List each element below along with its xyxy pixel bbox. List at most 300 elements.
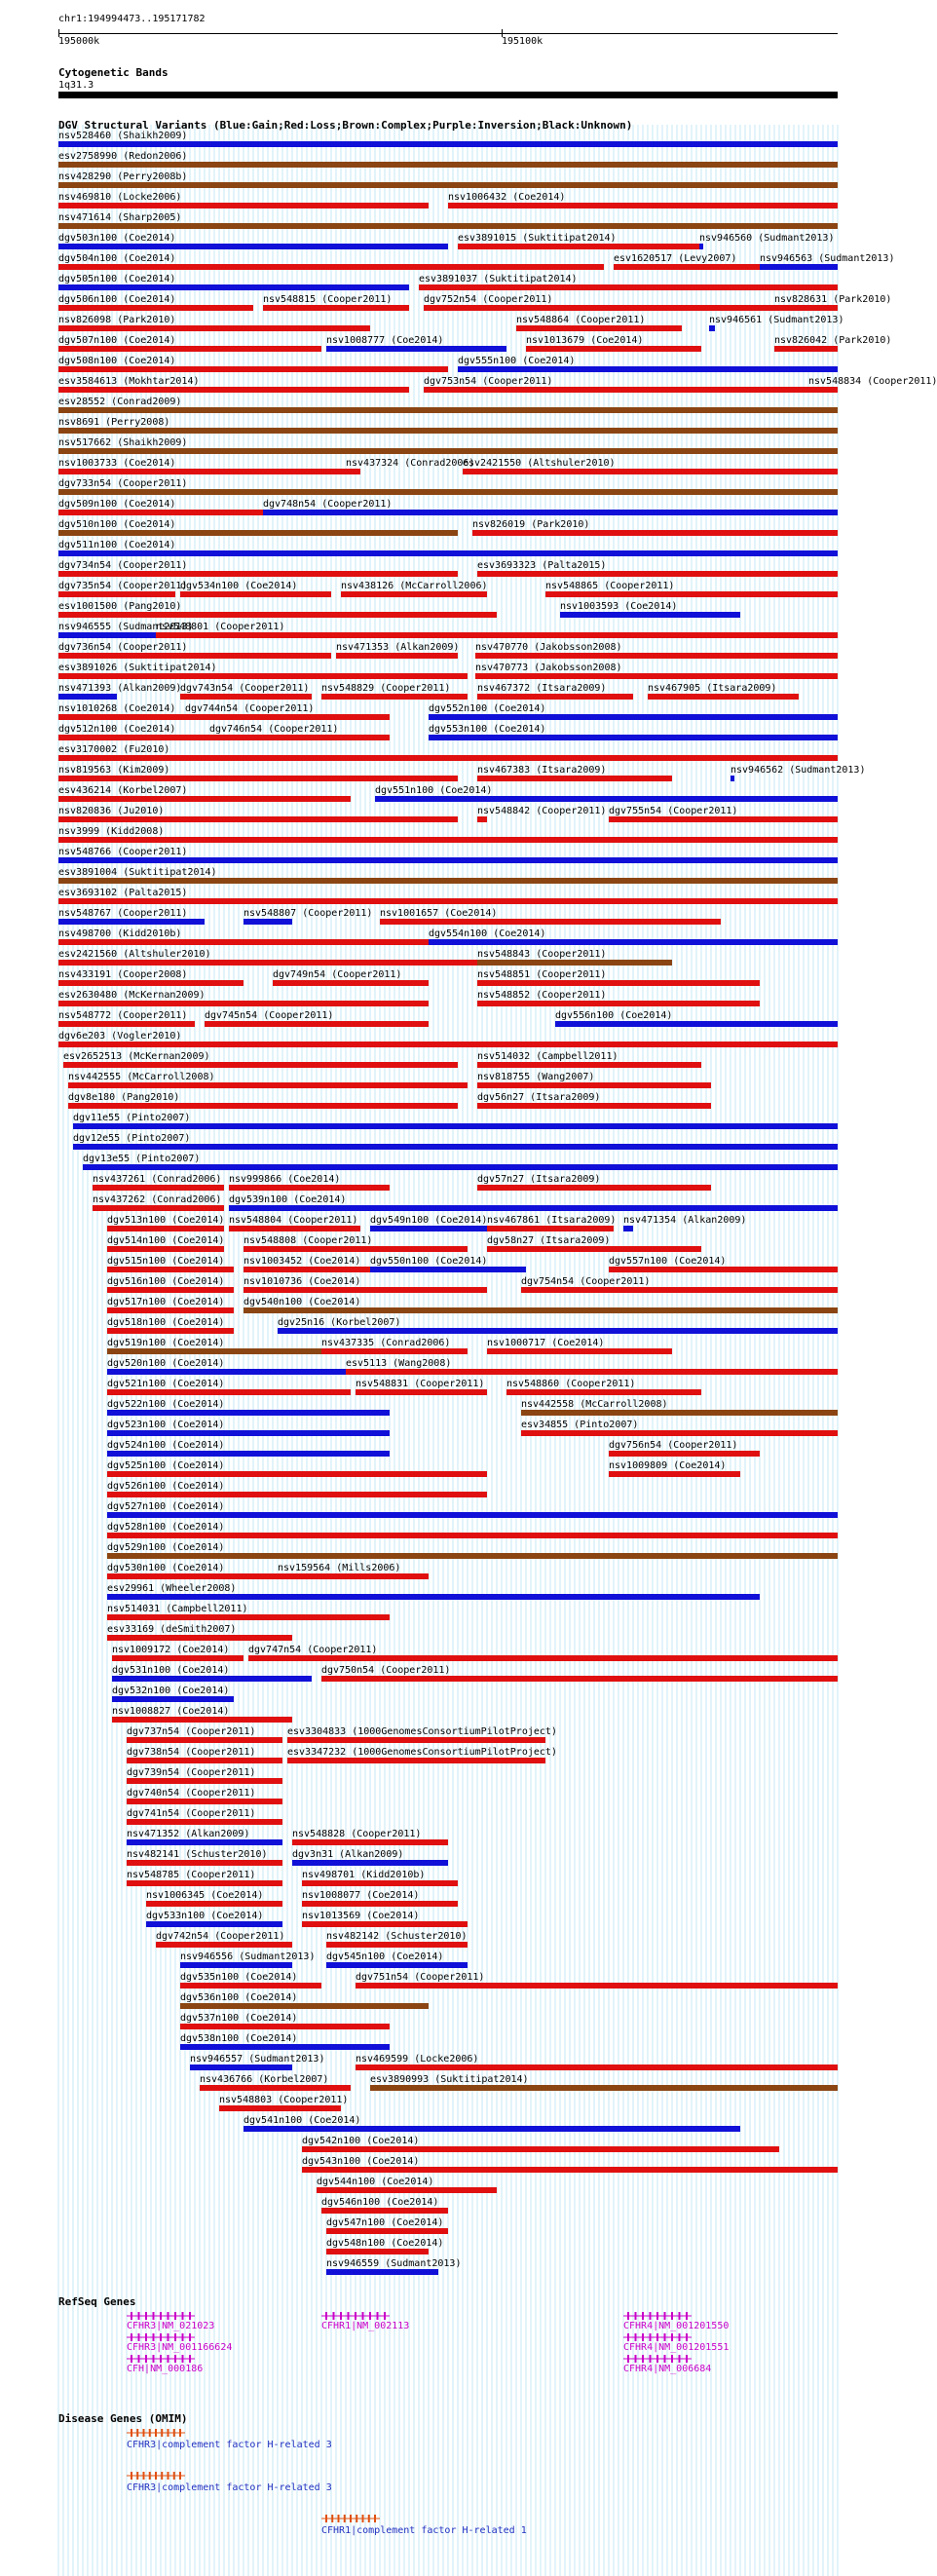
variant-label[interactable]: esv3891004 (Suktitipat2014) <box>58 867 217 878</box>
variant-bar-loss[interactable] <box>477 1185 711 1191</box>
variant-label[interactable]: nsv471393 (Alkan2009) <box>58 683 182 694</box>
variant-bar-loss[interactable] <box>356 2065 838 2070</box>
variant-bar-loss[interactable] <box>273 980 429 986</box>
variant-label[interactable]: esv5113 (Wang2008) <box>346 1358 452 1369</box>
variant-label[interactable]: nsv1000717 (Coe2014) <box>487 1338 605 1348</box>
variant-label[interactable]: dgv744n54 (Cooper2011) <box>185 703 315 714</box>
variant-label[interactable]: nsv548815 (Cooper2011) <box>263 294 393 305</box>
variant-bar-loss[interactable] <box>521 1430 838 1436</box>
variant-label[interactable]: esv2421550 (Altshuler2010) <box>463 458 616 469</box>
variant-label[interactable]: dgv748n54 (Cooper2011) <box>263 499 393 510</box>
variant-bar-loss[interactable] <box>609 1471 740 1477</box>
variant-label[interactable]: esv3693323 (Palta2015) <box>477 560 607 571</box>
variant-bar-loss[interactable] <box>127 1737 282 1743</box>
variant-label[interactable]: nsv548772 (Cooper2011) <box>58 1010 188 1021</box>
variant-label[interactable]: dgv539n100 (Coe2014) <box>229 1194 347 1205</box>
variant-bar-loss[interactable] <box>112 1717 292 1723</box>
variant-label[interactable]: nsv548828 (Cooper2011) <box>292 1829 422 1839</box>
variant-bar-loss[interactable] <box>107 1267 234 1272</box>
variant-label[interactable]: nsv482142 (Schuster2010) <box>326 1931 468 1942</box>
variant-label[interactable]: nsv548801 (Cooper2011) <box>156 622 285 632</box>
refseq-gene-label[interactable]: CFH|NM_000186 <box>127 2364 204 2374</box>
variant-label[interactable]: dgv739n54 (Cooper2011) <box>127 1767 256 1778</box>
variant-bar-gain[interactable] <box>107 1410 390 1416</box>
variant-label[interactable]: dgv505n100 (Coe2014) <box>58 274 176 284</box>
variant-bar-loss[interactable] <box>302 2167 838 2173</box>
variant-bar-gain[interactable] <box>112 1696 234 1702</box>
variant-bar-loss[interactable] <box>248 1655 838 1661</box>
variant-bar-loss[interactable] <box>127 1758 282 1763</box>
variant-label[interactable]: esv3890993 (Suktitipat2014) <box>370 2074 529 2085</box>
variant-bar-loss[interactable] <box>477 571 838 577</box>
variant-bar-loss[interactable] <box>58 346 321 352</box>
variant-label[interactable]: nsv437324 (Conrad2006) <box>346 458 475 469</box>
variant-bar-loss[interactable] <box>200 2085 351 2091</box>
variant-label[interactable]: nsv1013569 (Coe2014) <box>302 1911 420 1921</box>
variant-bar-loss[interactable] <box>487 1348 672 1354</box>
variant-label[interactable]: dgv751n54 (Cooper2011) <box>356 1972 485 1983</box>
variant-bar-gain[interactable] <box>58 284 409 290</box>
variant-label[interactable]: dgv540n100 (Coe2014) <box>244 1297 361 1307</box>
variant-bar-loss[interactable] <box>472 530 838 536</box>
variant-label[interactable]: dgv747n54 (Cooper2011) <box>248 1645 378 1655</box>
variant-bar-loss[interactable] <box>58 1021 195 1027</box>
variant-bar-complex[interactable] <box>107 1553 838 1559</box>
variant-label[interactable]: dgv503n100 (Coe2014) <box>58 233 176 244</box>
variant-bar-gain[interactable] <box>73 1123 838 1129</box>
variant-bar-loss[interactable] <box>58 264 604 270</box>
variant-label[interactable]: nsv1008077 (Coe2014) <box>302 1890 420 1901</box>
variant-label[interactable]: dgv551n100 (Coe2014) <box>375 785 493 796</box>
variant-bar-loss[interactable] <box>302 2146 779 2152</box>
variant-label[interactable]: dgv512n100 (Coe2014) <box>58 724 176 735</box>
variant-bar-loss[interactable] <box>526 346 701 352</box>
variant-label[interactable]: nsv467383 (Itsara2009) <box>477 765 607 776</box>
variant-label[interactable]: nsv514032 (Campbell2011) <box>477 1051 618 1062</box>
variant-bar-loss[interactable] <box>477 980 760 986</box>
variant-label[interactable]: dgv755n54 (Cooper2011) <box>609 806 738 816</box>
variant-label[interactable]: esv3170002 (Fu2010) <box>58 744 170 755</box>
variant-label[interactable]: dgv521n100 (Coe2014) <box>107 1379 225 1389</box>
variant-label[interactable]: dgv754n54 (Cooper2011) <box>521 1276 651 1287</box>
variant-label[interactable]: dgv750n54 (Cooper2011) <box>321 1665 451 1676</box>
variant-label[interactable]: nsv528460 (Shaikh2009) <box>58 131 188 141</box>
variant-label[interactable]: dgv553n100 (Coe2014) <box>429 724 546 735</box>
variant-label[interactable]: esv3891015 (Suktitipat2014) <box>458 233 617 244</box>
variant-bar-loss[interactable] <box>180 2024 390 2029</box>
variant-label[interactable]: dgv525n100 (Coe2014) <box>107 1460 225 1471</box>
variant-label[interactable]: dgv548n100 (Coe2014) <box>326 2238 444 2249</box>
variant-label[interactable]: esv3584613 (Mokhtar2014) <box>58 376 200 387</box>
variant-bar-loss[interactable] <box>609 816 838 822</box>
variant-label[interactable]: dgv538n100 (Coe2014) <box>180 2033 298 2044</box>
variant-bar-loss[interactable] <box>487 1246 701 1252</box>
variant-label[interactable]: nsv433191 (Cooper2008) <box>58 969 188 980</box>
gene-structure-glyph[interactable] <box>321 2514 380 2523</box>
variant-label[interactable]: nsv1006432 (Coe2014) <box>448 192 566 203</box>
variant-bar-loss[interactable] <box>112 1655 244 1661</box>
variant-bar-loss[interactable] <box>477 694 633 700</box>
gene-structure-glyph[interactable] <box>623 2311 692 2321</box>
variant-label[interactable]: nsv428290 (Perry2008b) <box>58 171 188 182</box>
variant-label[interactable]: nsv8691 (Perry2008) <box>58 417 170 428</box>
variant-bar-loss[interactable] <box>58 305 253 311</box>
omim-gene-label[interactable]: CFHR1|complement factor H-related 1 <box>321 2525 527 2536</box>
refseq-gene-label[interactable]: CFHR4|NM_001201551 <box>623 2342 730 2353</box>
variant-bar-gain[interactable] <box>58 244 448 249</box>
variant-bar-gain[interactable] <box>429 714 838 720</box>
variant-bar-loss[interactable] <box>107 1533 838 1538</box>
variant-bar-loss[interactable] <box>58 898 838 904</box>
variant-label[interactable]: esv3891037 (Suktitipat2014) <box>419 274 578 284</box>
variant-bar-gain[interactable] <box>326 1962 468 1968</box>
variant-bar-complex[interactable] <box>521 1410 838 1416</box>
variant-bar-loss[interactable] <box>180 1983 321 1989</box>
variant-label[interactable]: nsv548829 (Cooper2011) <box>321 683 451 694</box>
variant-bar-gain[interactable] <box>107 1512 838 1518</box>
variant-bar-loss[interactable] <box>287 1737 545 1743</box>
variant-bar-loss[interactable] <box>107 1492 487 1497</box>
variant-bar-complex[interactable] <box>58 448 838 454</box>
variant-label[interactable]: dgv506n100 (Coe2014) <box>58 294 176 305</box>
variant-bar-loss[interactable] <box>229 1226 360 1231</box>
variant-bar-loss[interactable] <box>487 1226 614 1231</box>
variant-bar-loss[interactable] <box>477 1001 760 1006</box>
gene-structure-glyph[interactable] <box>127 2354 195 2364</box>
variant-label[interactable]: nsv1013679 (Coe2014) <box>526 335 644 346</box>
variant-label[interactable]: dgv541n100 (Coe2014) <box>244 2115 361 2126</box>
variant-bar-gain[interactable] <box>699 244 703 249</box>
variant-bar-loss[interactable] <box>68 1103 458 1109</box>
variant-label[interactable]: nsv946559 (Sudmant2013) <box>326 2258 462 2269</box>
variant-label[interactable]: dgv11e55 (Pinto2007) <box>73 1113 191 1123</box>
variant-label[interactable]: dgv522n100 (Coe2014) <box>107 1399 225 1410</box>
variant-label[interactable]: nsv946560 (Sudmant2013) <box>699 233 835 244</box>
variant-label[interactable]: dgv523n100 (Coe2014) <box>107 1420 225 1430</box>
variant-bar-complex[interactable] <box>244 1307 838 1313</box>
variant-label[interactable]: nsv548831 (Cooper2011) <box>356 1379 485 1389</box>
variant-label[interactable]: dgv742n54 (Cooper2011) <box>156 1931 285 1942</box>
variant-label[interactable]: nsv437261 (Conrad2006) <box>93 1174 222 1185</box>
variant-bar-gain[interactable] <box>760 264 838 270</box>
variant-bar-gain[interactable] <box>73 1144 838 1150</box>
variant-bar-loss[interactable] <box>346 1369 838 1375</box>
variant-bar-loss[interactable] <box>263 305 409 311</box>
omim-gene-label[interactable]: CFHR3|complement factor H-related 3 <box>127 2482 332 2493</box>
variant-label[interactable]: nsv1006345 (Coe2014) <box>146 1890 264 1901</box>
variant-bar-loss[interactable] <box>127 1819 282 1825</box>
variant-bar-loss[interactable] <box>58 960 477 966</box>
variant-bar-loss[interactable] <box>107 1635 292 1641</box>
variant-bar-loss[interactable] <box>58 816 458 822</box>
variant-bar-loss[interactable] <box>477 816 487 822</box>
variant-bar-loss[interactable] <box>58 325 370 331</box>
variant-label[interactable]: nsv946557 (Sudmant2013) <box>190 2054 325 2065</box>
variant-bar-loss[interactable] <box>292 1839 448 1845</box>
gene-structure-glyph[interactable] <box>127 2428 185 2438</box>
variant-label[interactable]: nsv820836 (Ju2010) <box>58 806 165 816</box>
variant-bar-loss[interactable] <box>477 1062 701 1068</box>
variant-bar-gain[interactable] <box>107 1430 390 1436</box>
variant-bar-gain[interactable] <box>244 919 292 925</box>
variant-label[interactable]: esv2652513 (McKernan2009) <box>63 1051 210 1062</box>
variant-label[interactable]: nsv3999 (Kidd2008) <box>58 826 165 837</box>
variant-bar-loss[interactable] <box>156 1942 292 1948</box>
refseq-gene-label[interactable]: CFHR3|NM_001166624 <box>127 2342 233 2353</box>
variant-bar-gain[interactable] <box>127 1839 282 1845</box>
variant-bar-loss[interactable] <box>321 1348 468 1354</box>
variant-label[interactable]: nsv1010268 (Coe2014) <box>58 703 176 714</box>
variant-bar-loss[interactable] <box>107 1389 351 1395</box>
variant-label[interactable]: nsv946556 (Sudmant2013) <box>180 1951 316 1962</box>
variant-bar-loss[interactable] <box>326 2249 429 2254</box>
variant-label[interactable]: dgv531n100 (Coe2014) <box>112 1665 230 1676</box>
variant-bar-complex[interactable] <box>370 2085 838 2091</box>
variant-bar-loss[interactable] <box>58 387 409 393</box>
variant-bar-gain[interactable] <box>429 939 838 945</box>
variant-bar-gain[interactable] <box>326 2269 438 2275</box>
variant-bar-loss[interactable] <box>475 653 838 659</box>
variant-label[interactable]: nsv442555 (McCarroll2008) <box>68 1072 215 1082</box>
variant-label[interactable]: esv2758990 (Redon2006) <box>58 151 188 162</box>
variant-label[interactable]: nsv1008827 (Coe2014) <box>112 1706 230 1717</box>
variant-label[interactable]: dgv554n100 (Coe2014) <box>429 928 546 939</box>
variant-label[interactable]: nsv1010736 (Coe2014) <box>244 1276 361 1287</box>
variant-label[interactable]: dgv555n100 (Coe2014) <box>458 356 576 366</box>
variant-bar-loss[interactable] <box>302 1901 458 1907</box>
variant-bar-loss[interactable] <box>107 1573 282 1579</box>
variant-label[interactable]: dgv738n54 (Cooper2011) <box>127 1747 256 1758</box>
variant-bar-loss[interactable] <box>475 673 838 679</box>
variant-bar-loss[interactable] <box>58 366 448 372</box>
variant-label[interactable]: nsv482141 (Schuster2010) <box>127 1849 268 1860</box>
variant-label[interactable]: nsv946561 (Sudmant2013) <box>709 315 844 325</box>
variant-bar-loss[interactable] <box>356 1389 487 1395</box>
variant-bar-loss[interactable] <box>58 591 175 597</box>
variant-label[interactable]: dgv550n100 (Coe2014) <box>370 1256 488 1267</box>
variant-label[interactable]: dgv530n100 (Coe2014) <box>107 1563 225 1573</box>
variant-label[interactable]: esv34855 (Pinto2007) <box>521 1420 639 1430</box>
variant-bar-gain[interactable] <box>555 1021 838 1027</box>
variant-bar-complex[interactable] <box>477 960 672 966</box>
omim-gene-label[interactable]: CFHR3|complement factor H-related 3 <box>127 2440 332 2450</box>
variant-bar-complex[interactable] <box>58 223 838 229</box>
variant-label[interactable]: dgv734n54 (Cooper2011) <box>58 560 188 571</box>
variant-bar-loss[interactable] <box>287 1758 545 1763</box>
variant-bar-loss[interactable] <box>774 305 838 311</box>
variant-bar-gain[interactable] <box>58 141 838 147</box>
variant-bar-complex[interactable] <box>180 2003 429 2009</box>
variant-label[interactable]: dgv516n100 (Coe2014) <box>107 1276 225 1287</box>
variant-bar-loss[interactable] <box>302 1921 468 1927</box>
variant-bar-loss[interactable] <box>380 919 721 925</box>
variant-bar-loss[interactable] <box>458 244 701 249</box>
variant-label[interactable]: dgv515n100 (Coe2014) <box>107 1256 225 1267</box>
variant-bar-gain[interactable] <box>146 1921 282 1927</box>
variant-label[interactable]: nsv826098 (Park2010) <box>58 315 176 325</box>
variant-label[interactable]: nsv1001657 (Coe2014) <box>380 908 498 919</box>
variant-bar-loss[interactable] <box>58 776 458 781</box>
variant-bar-loss[interactable] <box>58 714 185 720</box>
variant-bar-loss[interactable] <box>356 1983 838 1989</box>
variant-label[interactable]: nsv159564 (Mills2006) <box>278 1563 401 1573</box>
variant-label[interactable]: dgv536n100 (Coe2014) <box>180 1992 298 2003</box>
variant-label[interactable]: esv29961 (Wheeler2008) <box>107 1583 237 1594</box>
variant-bar-gain[interactable] <box>244 2126 740 2132</box>
variant-label[interactable]: nsv1003452 (Coe2014) <box>244 1256 361 1267</box>
variant-label[interactable]: dgv557n100 (Coe2014) <box>609 1256 727 1267</box>
variant-label[interactable]: dgv733n54 (Cooper2011) <box>58 478 188 489</box>
variant-bar-loss[interactable] <box>68 1082 468 1088</box>
variant-bar-loss[interactable] <box>205 1021 429 1027</box>
variant-label[interactable]: dgv6e203 (Vogler2010) <box>58 1031 182 1042</box>
variant-bar-loss[interactable] <box>341 591 487 597</box>
variant-label[interactable]: dgv3n31 (Alkan2009) <box>292 1849 404 1860</box>
variant-bar-loss[interactable] <box>127 1778 282 1784</box>
variant-bar-complex[interactable] <box>58 530 458 536</box>
variant-label[interactable]: dgv542n100 (Coe2014) <box>302 2136 420 2146</box>
variant-label[interactable]: dgv547n100 (Coe2014) <box>326 2217 444 2228</box>
gene-structure-glyph[interactable] <box>127 2471 185 2481</box>
variant-bar-complex[interactable] <box>58 162 838 168</box>
variant-label[interactable]: dgv741n54 (Cooper2011) <box>127 1808 256 1819</box>
variant-label[interactable]: dgv58n27 (Itsara2009) <box>487 1235 611 1246</box>
variant-bar-gain[interactable] <box>58 857 838 863</box>
variant-label[interactable]: dgv56n27 (Itsara2009) <box>477 1092 601 1103</box>
variant-label[interactable]: nsv548807 (Cooper2011) <box>244 908 373 919</box>
variant-label[interactable]: dgv532n100 (Coe2014) <box>112 1686 230 1696</box>
variant-label[interactable]: nsv826019 (Park2010) <box>472 519 590 530</box>
variant-label[interactable]: dgv25n16 (Korbel2007) <box>278 1317 401 1328</box>
variant-bar-loss[interactable] <box>58 735 214 740</box>
variant-bar-loss[interactable] <box>545 591 838 597</box>
variant-bar-gain[interactable] <box>709 325 715 331</box>
gene-structure-glyph[interactable] <box>127 2311 195 2321</box>
variant-label[interactable]: nsv442558 (McCarroll2008) <box>521 1399 668 1410</box>
variant-label[interactable]: nsv818755 (Wang2007) <box>477 1072 595 1082</box>
variant-label[interactable]: nsv438126 (McCarroll2006) <box>341 581 488 591</box>
variant-label[interactable]: dgv756n54 (Cooper2011) <box>609 1440 738 1451</box>
variant-bar-loss[interactable] <box>808 387 838 393</box>
variant-bar-loss[interactable] <box>58 939 429 945</box>
variant-label[interactable]: esv2421560 (Altshuler2010) <box>58 949 211 960</box>
variant-bar-loss[interactable] <box>58 980 244 986</box>
variant-label[interactable]: nsv548767 (Cooper2011) <box>58 908 188 919</box>
variant-bar-loss[interactable] <box>127 1860 282 1866</box>
variant-bar-gain[interactable] <box>180 2044 390 2050</box>
variant-bar-gain[interactable] <box>560 612 740 618</box>
variant-bar-gain[interactable] <box>112 1676 312 1682</box>
variant-label[interactable]: dgv552n100 (Coe2014) <box>429 703 546 714</box>
variant-label[interactable]: dgv527n100 (Coe2014) <box>107 1501 225 1512</box>
variant-label[interactable]: nsv498701 (Kidd2010b) <box>302 1870 426 1880</box>
variant-bar-complex[interactable] <box>58 428 838 434</box>
variant-label[interactable]: esv1620517 (Levy2007) <box>614 253 737 264</box>
variant-bar-loss[interactable] <box>302 1880 458 1886</box>
variant-label[interactable]: dgv8e180 (Pang2010) <box>68 1092 180 1103</box>
variant-bar-gain[interactable] <box>58 694 117 700</box>
variant-bar-loss[interactable] <box>244 1267 370 1272</box>
variant-bar-loss[interactable] <box>346 469 360 474</box>
variant-bar-gain[interactable] <box>229 1205 838 1211</box>
refseq-gene-label[interactable]: CFHR1|NM_002113 <box>321 2321 410 2331</box>
variant-bar-loss[interactable] <box>419 284 838 290</box>
variant-bar-loss[interactable] <box>448 203 838 208</box>
variant-label[interactable]: esv28552 (Conrad2009) <box>58 397 182 407</box>
variant-bar-gain[interactable] <box>278 1328 838 1334</box>
variant-bar-loss[interactable] <box>244 1287 487 1293</box>
variant-bar-loss[interactable] <box>463 469 838 474</box>
variant-bar-loss[interactable] <box>58 673 468 679</box>
variant-bar-gain[interactable] <box>458 366 838 372</box>
variant-bar-loss[interactable] <box>93 1205 224 1211</box>
variant-bar-loss[interactable] <box>58 653 331 659</box>
variant-label[interactable]: dgv736n54 (Cooper2011) <box>58 642 188 653</box>
variant-label[interactable]: nsv469810 (Locke2006) <box>58 192 182 203</box>
variant-bar-loss[interactable] <box>477 1103 711 1109</box>
variant-bar-loss[interactable] <box>58 203 429 208</box>
variant-label[interactable]: esv33169 (deSmith2007) <box>107 1624 237 1635</box>
variant-bar-loss[interactable] <box>58 755 838 761</box>
variant-label[interactable]: dgv519n100 (Coe2014) <box>107 1338 225 1348</box>
variant-label[interactable]: nsv471352 (Alkan2009) <box>127 1829 250 1839</box>
variant-bar-loss[interactable] <box>229 1185 390 1191</box>
variant-label[interactable]: nsv548851 (Cooper2011) <box>477 969 607 980</box>
variant-bar-gain[interactable] <box>370 1226 497 1231</box>
variant-label[interactable]: dgv737n54 (Cooper2011) <box>127 1726 256 1737</box>
variant-label[interactable]: nsv469599 (Locke2006) <box>356 2054 479 2065</box>
variant-bar-loss[interactable] <box>58 510 263 515</box>
variant-label[interactable]: dgv513n100 (Coe2014) <box>107 1215 225 1226</box>
variant-bar-gain[interactable] <box>58 550 838 556</box>
variant-bar-loss[interactable] <box>219 2105 341 2111</box>
variant-label[interactable]: nsv548785 (Cooper2011) <box>127 1870 256 1880</box>
variant-label[interactable]: nsv467905 (Itsara2009) <box>648 683 777 694</box>
variant-bar-gain[interactable] <box>263 510 838 515</box>
variant-bar-loss[interactable] <box>317 2187 497 2193</box>
variant-label[interactable]: nsv548843 (Cooper2011) <box>477 949 607 960</box>
variant-label[interactable]: dgv518n100 (Coe2014) <box>107 1317 225 1328</box>
variant-label[interactable]: nsv437335 (Conrad2006) <box>321 1338 451 1348</box>
variant-bar-loss[interactable] <box>58 1042 838 1047</box>
variant-label[interactable]: dgv514n100 (Coe2014) <box>107 1235 225 1246</box>
variant-label[interactable]: dgv13e55 (Pinto2007) <box>83 1154 201 1164</box>
variant-label[interactable]: nsv946555 (Sudmant2013) <box>58 622 194 632</box>
variant-label[interactable]: dgv745n54 (Cooper2011) <box>205 1010 334 1021</box>
variant-label[interactable]: nsv467372 (Itsara2009) <box>477 683 607 694</box>
variant-bar-loss[interactable] <box>521 1287 838 1293</box>
variant-label[interactable]: esv1001500 (Pang2010) <box>58 601 182 612</box>
variant-bar-loss[interactable] <box>774 346 838 352</box>
variant-bar-loss[interactable] <box>180 694 312 700</box>
variant-label[interactable]: nsv1008777 (Coe2014) <box>326 335 444 346</box>
variant-label[interactable]: dgv546n100 (Coe2014) <box>321 2197 439 2208</box>
variant-label[interactable]: esv3693102 (Palta2015) <box>58 888 188 898</box>
variant-label[interactable]: nsv548865 (Cooper2011) <box>545 581 675 591</box>
variant-label[interactable]: nsv471614 (Sharp2005) <box>58 212 182 223</box>
variant-bar-loss[interactable] <box>614 264 760 270</box>
variant-bar-complex[interactable] <box>107 1348 351 1354</box>
variant-label[interactable]: dgv545n100 (Coe2014) <box>326 1951 444 1962</box>
variant-bar-gain[interactable] <box>180 1962 292 1968</box>
variant-bar-loss[interactable] <box>516 325 682 331</box>
variant-label[interactable]: dgv535n100 (Coe2014) <box>180 1972 298 1983</box>
gene-structure-glyph[interactable] <box>623 2332 692 2342</box>
variant-bar-loss[interactable] <box>477 776 672 781</box>
variant-bar-gain[interactable] <box>370 1267 526 1272</box>
variant-label[interactable]: dgv543n100 (Coe2014) <box>302 2156 420 2167</box>
variant-bar-loss[interactable] <box>58 1001 429 1006</box>
